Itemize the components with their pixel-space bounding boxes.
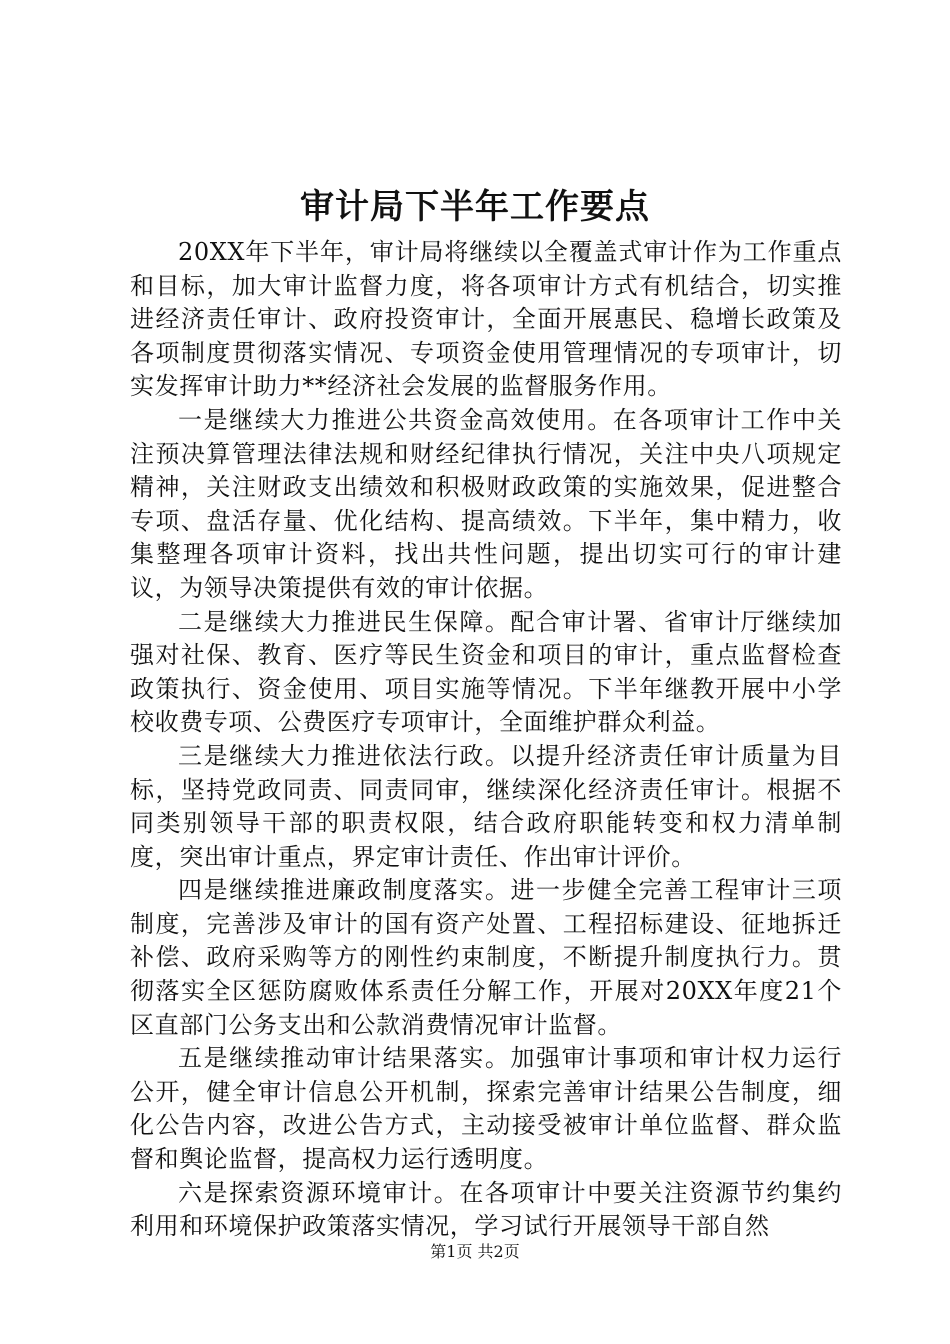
paragraph-point-2: 二是继续大力推进民生保障。配合审计署、省审计厅继续加强对社保、教育、医疗等民生资金和项目的审计，重点监督检查政策执行、资金使用、项目实施等情况。下半年继教开展中小学校收费专项、公费医疗专项审计，全面维护群众利益。 — [130, 607, 842, 737]
page-number-footer: 第1页 共2页 — [430, 1242, 520, 1261]
paragraph-point-6: 六是探索资源环境审计。在各项审计中要关注资源节约集约利用和环境保护政策落实情况，学习试行开展领导干部自然 — [130, 1178, 842, 1241]
paragraph-point-5: 五是继续推动审计结果落实。加强审计事项和审计权力运行公开，健全审计信息公开机制，探索完善审计结果公告制度，细化公告内容，改进公告方式，主动接受被审计单位监督、群众监督和舆论监督，提高权力运行透明度。 — [130, 1044, 842, 1174]
document-body — [130, 236, 842, 1244]
document-title: 审计局下半年工作要点 — [300, 187, 650, 227]
paragraph-intro: 20XX年下半年，审计局将继续以全覆盖式审计作为工作重点和目标，加大审计监督力度，将各项审计方式有机结合，切实推进经济责任审计、政府投资审计，全面开展惠民、稳增长政策及各项制度贯彻落实情况、专项资金使用管理情况的专项审计，切实发挥审计助力**经济社会发展的监督服务作用。 — [130, 238, 842, 401]
paragraph-point-3: 三是继续大力推进依法行政。以提升经济责任审计质量为目标，坚持党政同责、同责同审，继续深化经济责任审计。根据不同类别领导干部的职责权限，结合政府职能转变和权力清单制度，突出审计重点，界定审计责任、作出审计评价。 — [130, 741, 842, 871]
paragraph-point-4: 四是继续推进廉政制度落实。进一步健全完善工程审计三项制度，完善涉及审计的国有资产处置、工程招标建设、征地拆迁补偿、政府采购等方的刚性约束制度，不断提升制度执行力。贯彻落实全区惩防腐败体系责任分解工作，开展对20XX年度21个区直部门公务支出和公款消费情况审计监督。 — [130, 876, 842, 1039]
paragraph-point-1: 一是继续大力推进公共资金高效使用。在各项审计工作中关注预决算管理法律法规和财经纪律执行情况，关注中央八项规定精神，关注财政支出绩效和积极财政政策的实施效果，促进整合专项、盘活存量、优化结构、提高绩效。下半年，集中精力，收集整理各项审计资料，找出共性问题，提出切实可行的审计建议，为领导决策提供有效的审计依据。 — [130, 405, 842, 602]
